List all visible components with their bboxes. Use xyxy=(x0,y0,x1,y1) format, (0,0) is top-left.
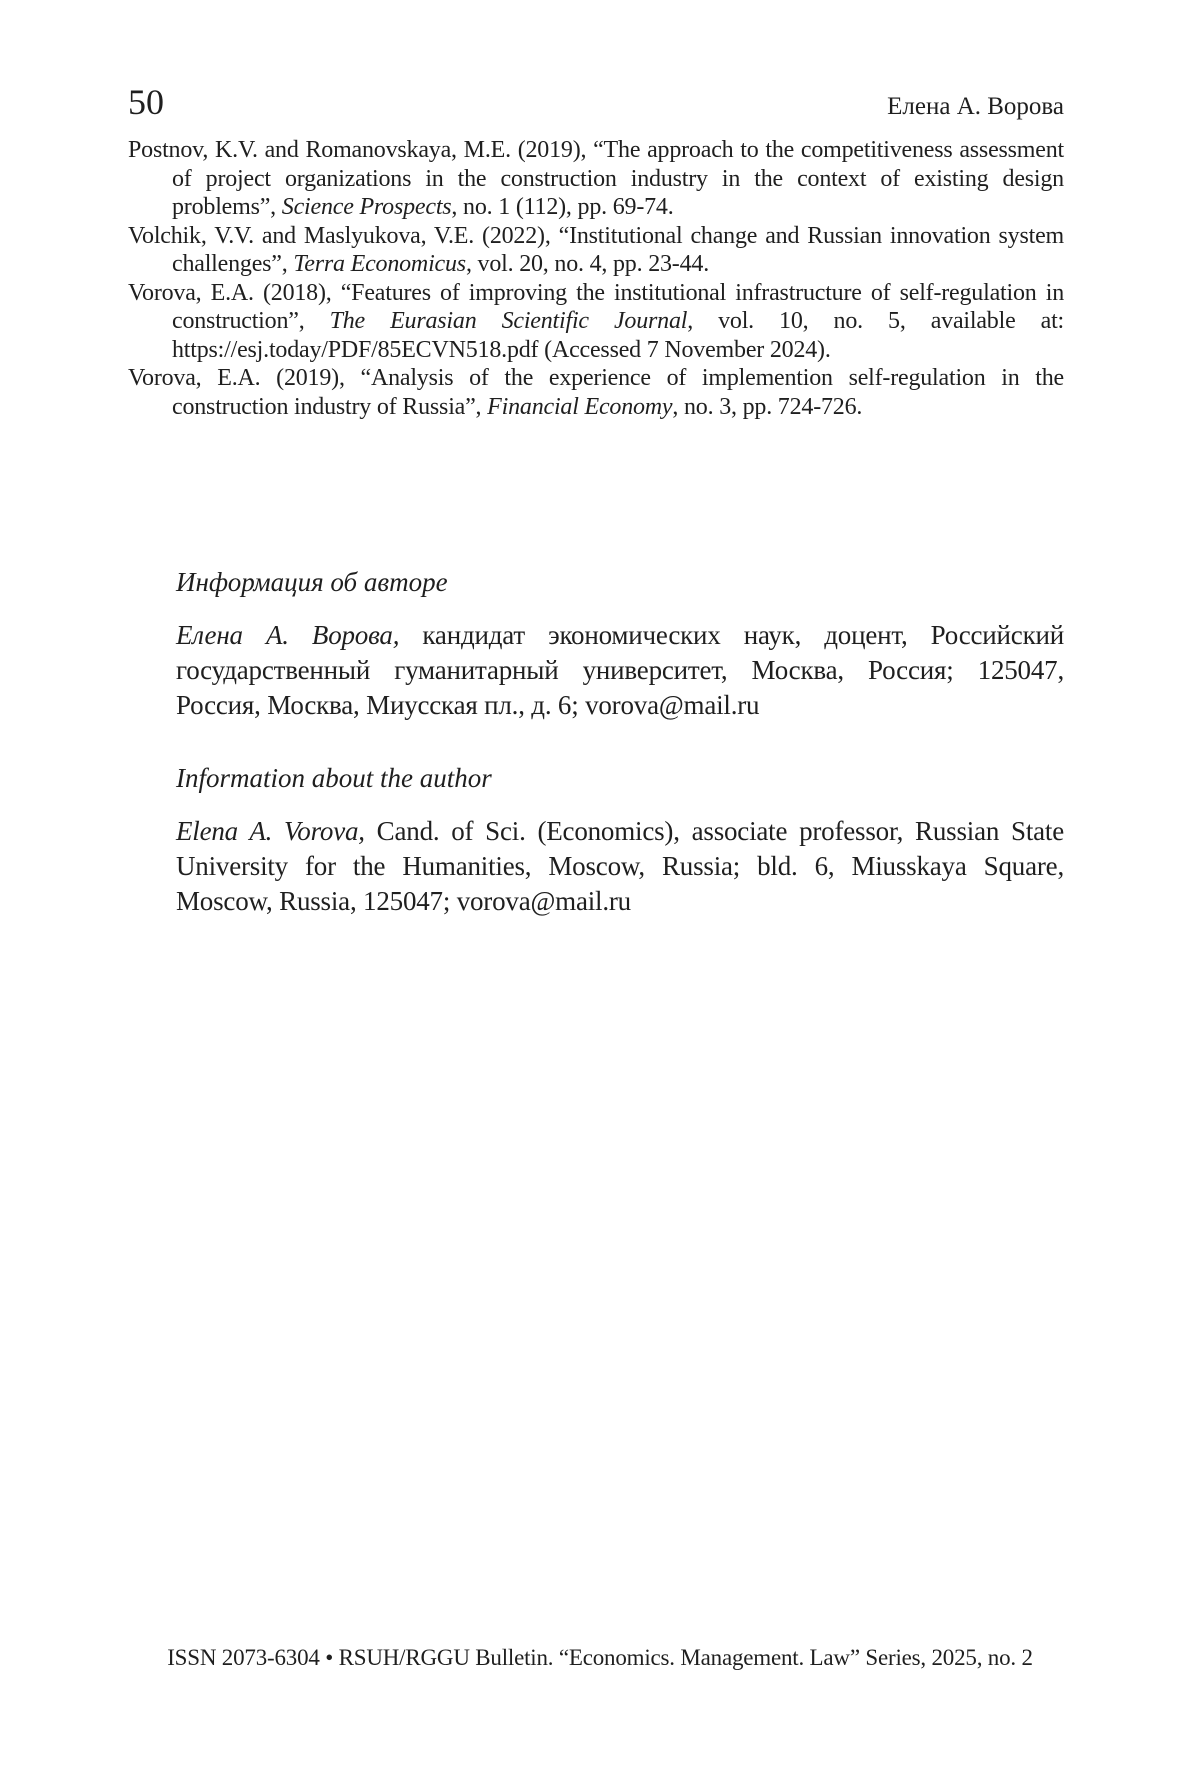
page-number: 50 xyxy=(128,82,164,122)
author-info-ru xyxy=(176,565,1064,723)
reference-entry xyxy=(128,136,1064,222)
footer-text: ISSN 2073-6304 • RSUH/RGGU Bulletin. “Economics. Management. Law” Series, 2025, no. 2 xyxy=(167,1645,1033,1670)
reference-entry xyxy=(128,222,1064,279)
reference-text: Vorova, E.A. (2018), “Features of improving the institutional infrastructure of self-regulation in construction”, xyxy=(128,279,1064,334)
reference-journal-title: Terra Economicus xyxy=(293,251,466,277)
references-list xyxy=(128,136,1064,421)
reference-entry xyxy=(128,364,1064,421)
reference-text: Vorova, E.A. (2019), “Analysis of the experience of implemention self-regulation in the construction industry of Russia”, xyxy=(128,365,1064,420)
author-info-sections xyxy=(176,565,1064,919)
reference-journal-title: The Eurasian Scientific Journal xyxy=(329,308,688,334)
author-details: Cand. of Sci. (Economics), associate professor, Russian State University for the Humanities, Moscow, Russia; bld. 6, Miusskaya Square, Moscow, Russia, 125047; vorova@mail.ru xyxy=(176,816,1064,916)
reference-text: , vol. 20, no. 4, pp. 23-44. xyxy=(465,251,709,277)
section-heading: Information about the author xyxy=(176,763,492,793)
running-head: Елена А. Ворова xyxy=(887,93,1064,120)
author-paragraph xyxy=(176,814,1064,919)
section-heading: Информация об авторе xyxy=(176,567,448,597)
author-paragraph xyxy=(176,618,1064,723)
page-content xyxy=(128,84,1064,919)
reference-journal-title: Science Prospects xyxy=(281,194,452,220)
reference-journal-title: Financial Economy xyxy=(487,393,673,420)
reference-text: , no. 3, pp. 724-726. xyxy=(672,393,863,420)
page-footer xyxy=(0,1644,1200,1672)
reference-entry xyxy=(128,279,1064,365)
author-name: Elena A. Vorova, xyxy=(176,816,365,846)
reference-text: , vol. 10, no. 5, available at: https://esj.today/PDF/85ECVN518.pdf (Accessed 7 November 2024). xyxy=(172,308,1065,363)
reference-text: Volchik, V.V. and Maslyukova, V.E. (2022), “Institutional change and Russian innovation system challenges”, xyxy=(128,222,1064,277)
author-name: Елена А. Ворова, xyxy=(176,620,400,650)
reference-text: Postnov, K.V. and Romanovskaya, M.E. (2019), “The approach to the competitiveness assessment of project organizations in the construction industry in the context of existing design problems”, xyxy=(128,137,1064,220)
reference-text: , no. 1 (112), pp. 69-74. xyxy=(451,194,674,220)
page-header xyxy=(128,84,1064,120)
author-info-en xyxy=(176,761,1064,919)
author-details: кандидат экономических наук, доцент, Российский государственный гуманитарный университет, Москва, Россия; 125047, Россия, Москва, Миусская пл., д. 6; vorova@mail.ru xyxy=(176,620,1065,720)
